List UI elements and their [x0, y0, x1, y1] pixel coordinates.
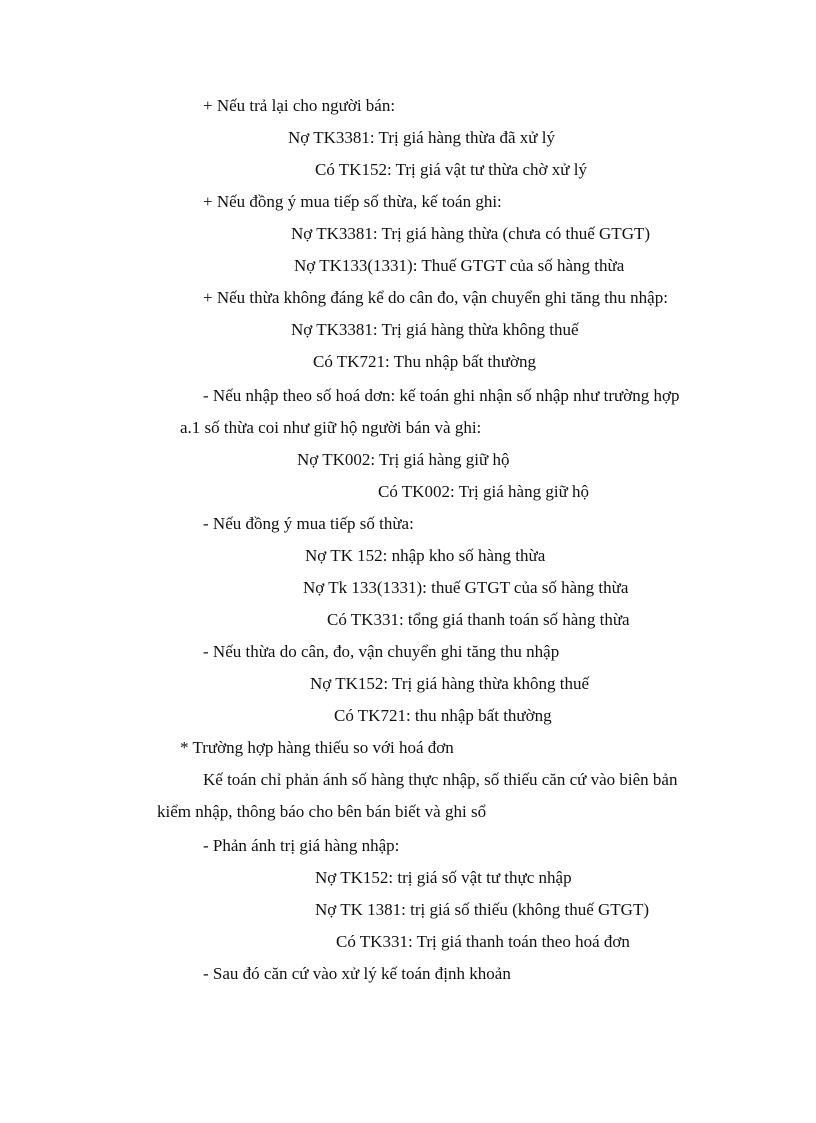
entry-debit-133-vat-2: Nợ Tk 133(1331): thuế GTGT của số hàng thừa [303, 578, 629, 597]
paragraph-shortage-line-1: Kế toán chỉ phản ánh số hàng thực nhập, số thiếu căn cứ vào biên bản [203, 770, 678, 789]
text-line-agree-buy-surplus-2: - Nếu đồng ý mua tiếp số thừa: [203, 514, 414, 533]
entry-debit-3381-processed: Nợ TK3381: Trị giá hàng thừa đã xử lý [288, 128, 555, 147]
text-line-insignificant-surplus: + Nếu thừa không đáng kể do cân đo, vận chuyển ghi tăng thu nhập: [203, 288, 668, 307]
text-line-return-to-seller: + Nếu trả lại cho người bán: [203, 96, 396, 115]
entry-debit-133-vat: Nợ TK133(1331): Thuế GTGT của số hàng thừa [294, 256, 625, 275]
entry-debit-3381-excl-vat: Nợ TK3381: Trị giá hàng thừa (chưa có thuế GTGT) [291, 224, 651, 243]
entry-debit-152-actual: Nợ TK152: trị giá số vật tư thực nhập [315, 868, 572, 887]
text-line-reflect-import-value: - Phản ánh trị giá hàng nhập: [203, 836, 400, 855]
text-line-hold-for-seller: a.1 số thừa coi như giữ hộ người bán và ghi: [180, 418, 482, 437]
text-line-agree-buy-surplus: + Nếu đồng ý mua tiếp số thừa, kế toán ghi: [203, 192, 502, 211]
paragraph-shortage-line-2: kiểm nhập, thông báo cho bên bán biết và ghi sổ [157, 802, 487, 821]
entry-debit-152-stock: Nợ TK 152: nhập kho số hàng thừa [305, 546, 546, 565]
section-heading-shortage: * Trường hợp hàng thiếu so với hoá đơn [180, 738, 454, 757]
entry-credit-721-income-2: Có TK721: thu nhập bất thường [334, 706, 552, 725]
text-line-import-by-invoice: - Nếu nhập theo số hoá dơn: kế toán ghi nhận số nhập như trường hợp [203, 386, 680, 405]
entry-credit-331-invoice: Có TK331: Trị giá thanh toán theo hoá đơn [336, 932, 630, 951]
text-line-surplus-weighing: - Nếu thừa do cân, đo, vận chuyển ghi tăng thu nhập [203, 642, 560, 661]
entry-debit-152-no-tax: Nợ TK152: Trị giá hàng thừa không thuế [310, 674, 590, 693]
entry-debit-1381-shortage: Nợ TK 1381: trị giá số thiếu (không thuế GTGT) [315, 900, 649, 919]
entry-credit-002-held: Có TK002: Trị giá hàng giữ hộ [378, 482, 590, 501]
entry-credit-331-total: Có TK331: tổng giá thanh toán số hàng thừa [327, 610, 630, 629]
text-line-then-process: - Sau đó căn cứ vào xử lý kế toán định khoản [203, 964, 511, 983]
entry-debit-3381-no-tax: Nợ TK3381: Trị giá hàng thừa không thuế [291, 320, 579, 339]
entry-debit-002-held: Nợ TK002: Trị giá hàng giữ hộ [297, 450, 510, 469]
entry-credit-152-pending: Có TK152: Trị giá vật tư thừa chờ xử lý [315, 160, 587, 179]
entry-credit-721-income: Có TK721: Thu nhập bất thường [313, 352, 536, 371]
